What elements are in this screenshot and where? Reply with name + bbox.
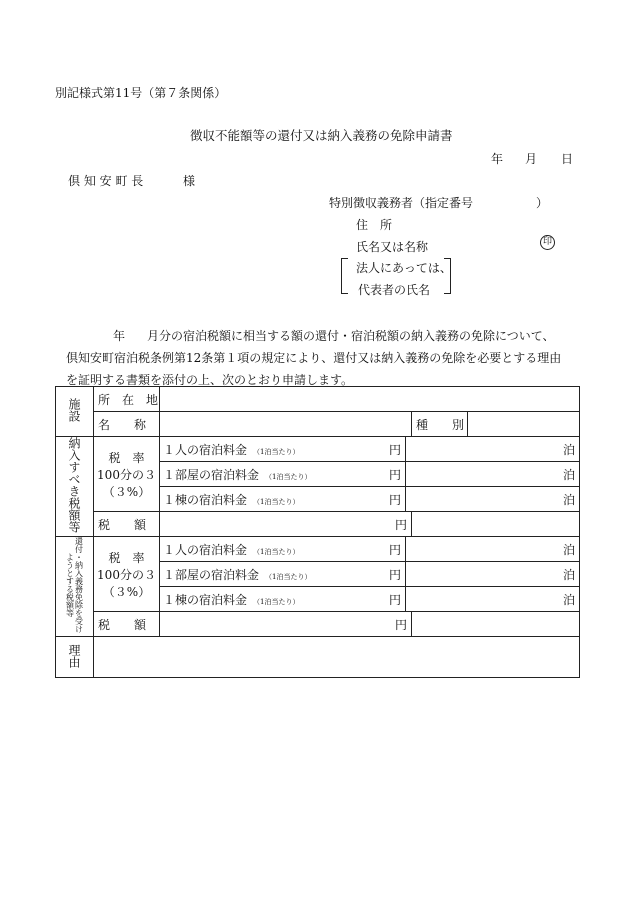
- nights-room-field-2[interactable]: 泊: [406, 562, 580, 587]
- name-label: 氏名又は名称: [356, 240, 429, 254]
- form-number: 別記様式第11号（第７条関係）: [55, 86, 227, 100]
- bracket-left: [341, 258, 348, 294]
- location-field[interactable]: [160, 387, 580, 412]
- body-line-3: を証明する書類を添付の上、次のとおり申請します。: [66, 373, 354, 387]
- address-label: 住 所: [356, 218, 393, 232]
- fee-person-row-2[interactable]: １人の宿泊料金 （1泊当たり） 円: [160, 537, 406, 562]
- tax-amount-field-1[interactable]: 円: [160, 512, 412, 537]
- facility-name-field[interactable]: [160, 412, 412, 437]
- rate-box-1: 税 率 100分の３ （３%）: [94, 437, 160, 512]
- nights-building-field[interactable]: 泊: [406, 487, 580, 512]
- fee-building-row-2[interactable]: １棟の宿泊料金 （1泊当たり） 円: [160, 587, 406, 612]
- designation-label: 特別徴収義務者（指定番号: [329, 196, 474, 210]
- corp-note-line1: 法人にあっては、: [356, 261, 452, 275]
- facility-name-label: 名 称: [94, 412, 160, 437]
- addressee: 倶 知 安 町 長: [68, 174, 144, 188]
- type-label: 種 別: [412, 412, 468, 437]
- corp-note-line2: 代表者の氏名: [358, 283, 431, 297]
- nights-room-field[interactable]: 泊: [406, 462, 580, 487]
- fee-room-row[interactable]: １部屋の宿泊料金 （1泊当たり） 円: [160, 462, 406, 487]
- fee-room-row-2[interactable]: １部屋の宿泊料金 （1泊当たり） 円: [160, 562, 406, 587]
- reason-label: 理由: [56, 637, 94, 678]
- application-table: [55, 386, 580, 678]
- date-year-label: 年: [491, 152, 504, 166]
- designation-close: ）: [536, 196, 549, 210]
- section1-label: 納入すべき税額等: [56, 437, 94, 537]
- seal-mark: 印: [540, 235, 555, 250]
- fee-person-row[interactable]: １人の宿泊料金 （1泊当たり） 円: [160, 437, 406, 462]
- nights-building-field-2[interactable]: 泊: [406, 587, 580, 612]
- tax-amount-label-1: 税 額: [94, 512, 160, 537]
- body-line-2: 倶知安町宿泊税条例第12条第１項の規定により、還付又は納入義務の免除を必要とする理由: [66, 351, 562, 365]
- addressee-honorific: 様: [183, 174, 196, 188]
- location-label: 所 在 地: [94, 387, 160, 412]
- date-day-label: 日: [561, 152, 574, 166]
- type-field[interactable]: [468, 412, 580, 437]
- nights-person-field-2[interactable]: 泊: [406, 537, 580, 562]
- date-month-label: 月: [525, 152, 538, 166]
- tax-amount-label-2: 税 額: [94, 612, 160, 637]
- form-title: 徴収不能額等の還付又は納入義務の免除申請書: [190, 128, 453, 143]
- reason-field[interactable]: [94, 637, 580, 678]
- facility-label: 施設: [56, 387, 94, 437]
- body-line-1: 月分の宿泊税額に相当する額の還付・宿泊税額の納入義務の免除について、: [147, 329, 555, 343]
- fee-building-row[interactable]: １棟の宿泊料金 （1泊当たり） 円: [160, 487, 406, 512]
- rate-box-2: 税 率 100分の３ （３%）: [94, 537, 160, 612]
- tax-amount-field-2[interactable]: 円: [160, 612, 412, 637]
- body-year: 年: [113, 329, 126, 343]
- nights-person-field[interactable]: 泊: [406, 437, 580, 462]
- section2-label: 還付・納入義務免除を受けようとする税額等: [56, 537, 94, 637]
